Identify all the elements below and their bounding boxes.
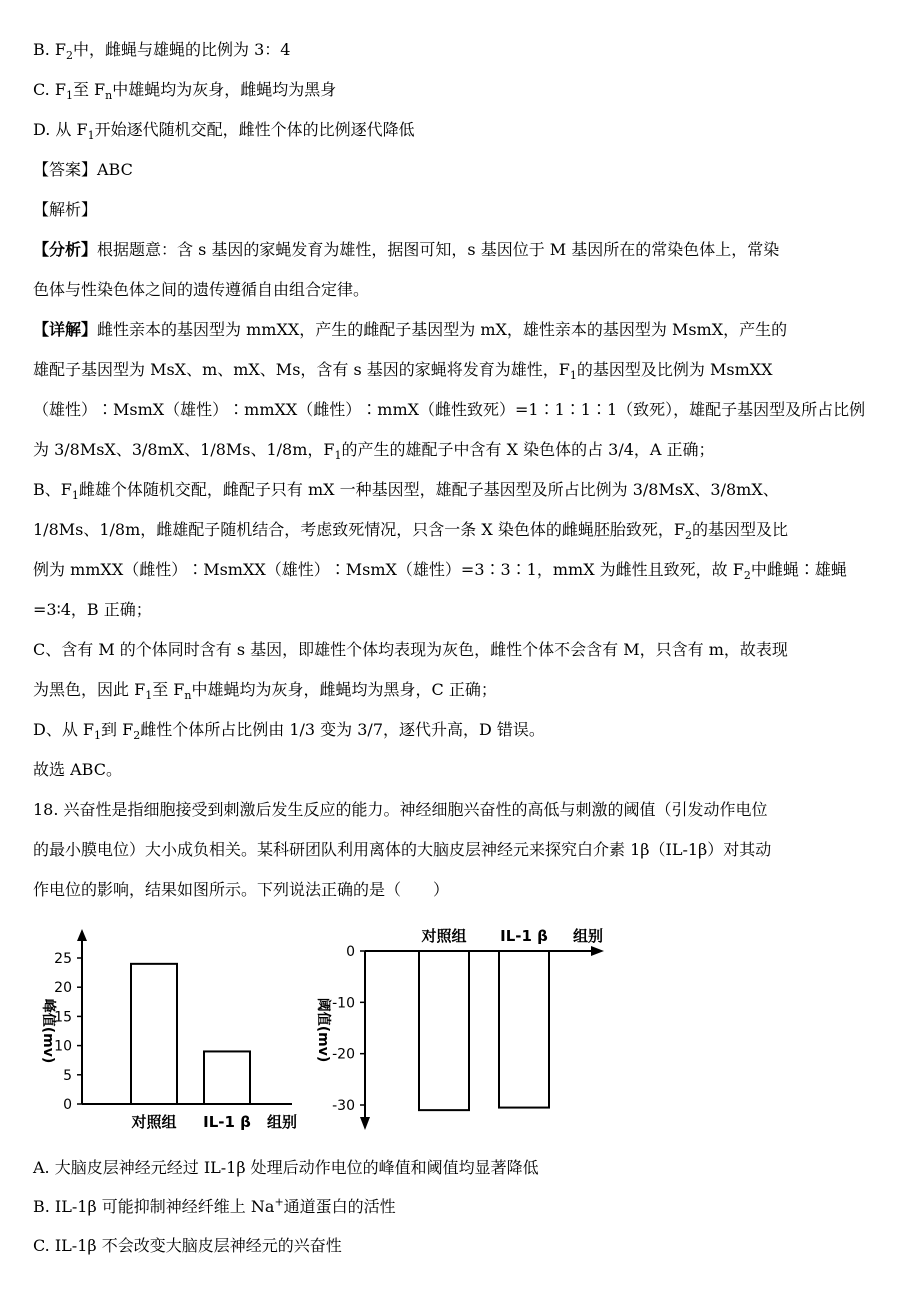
y-axis-arrow	[77, 929, 87, 941]
threshold-value-chart	[305, 920, 625, 1135]
bar-1	[131, 964, 177, 1104]
text-run: D. 从 F	[33, 120, 88, 139]
text-run: C. IL-1β 不会改变大脑皮层神经元的兴奋性	[33, 1236, 342, 1255]
text-line-xd1	[33, 720, 545, 743]
y-tick-label: 10	[54, 1038, 72, 1055]
text-run: B. IL-1β 可能抑制神经纤维上 Na	[33, 1197, 275, 1216]
text-line-fx2	[33, 280, 369, 300]
x-axis-arrow	[591, 946, 604, 956]
text-run: 1/8Ms、1/8m，雌雄配子随机结合，考虑致死情况，只含一条 X 染色体的雌蝇胚胎致死，F	[33, 520, 685, 539]
text-run: 2	[684, 529, 692, 543]
text-run: 色体与性染色体之间的遗传遵循自由组合定律。	[33, 280, 370, 299]
text-run: 雌雄个体随机交配，雌配子只有 mX 一种基因型，雄配子基因型及所占比例为 3/8MsX、3/8mX、	[78, 480, 779, 499]
text-run: 雌性亲本的基因型为 mmXX，产生的雌配子基因型为 mX，雄性亲本的基因型为 MsmX，产生的	[97, 320, 788, 339]
text-line-ob	[33, 1197, 396, 1217]
x-category-label: 对照组	[421, 927, 467, 945]
x-axis-title: 组别	[572, 927, 604, 945]
text-run: 雄配子基因型为 MsX、m、mX、Ms，含有 s 基因的家蝇将发育为雄性，F	[33, 360, 570, 379]
text-run: 1	[145, 689, 153, 703]
text-run: 的基因型及比例为 MsmXX	[576, 360, 773, 379]
text-run: n	[105, 89, 113, 103]
text-run: 2	[743, 569, 751, 583]
y-axis-arrow	[360, 1117, 370, 1130]
text-run: 【分析】	[33, 240, 98, 259]
peak-value-chart	[30, 925, 320, 1135]
text-run: 中，雌蝇与雄蝇的比例为 3：4	[73, 40, 291, 59]
text-line-d	[33, 120, 415, 143]
text-run: 为黑色，因此 F	[33, 680, 146, 699]
text-run: =3∶4，B 正确；	[33, 600, 152, 619]
text-line-xj3	[33, 400, 865, 420]
x-category-label: 对照组	[131, 1113, 177, 1131]
text-line-xc1	[33, 640, 788, 660]
text-line-oa	[33, 1158, 539, 1178]
text-line-q2	[33, 840, 771, 860]
text-run: 根据题意：含 s 基因的家蝇发育为雄性，据图可知，s 基因位于 M 基因所在的常染色体上，常染	[97, 240, 780, 259]
text-line-xc2	[33, 680, 497, 703]
text-line-xj4	[33, 440, 715, 463]
x-category-label: IL-1 β	[500, 927, 548, 945]
text-line-q1	[33, 800, 768, 820]
text-run: 【详解】	[33, 320, 98, 339]
text-line-xj1	[33, 320, 787, 340]
text-run: 的产生的雄配子中含有 X 染色体的占 3/4，A 正确；	[341, 440, 715, 459]
text-run: 到 F	[101, 720, 134, 739]
text-run: 1	[94, 729, 102, 743]
x-category-label: IL-1 β	[203, 1113, 251, 1131]
text-run: 18. 兴奋性是指细胞接受到刺激后发生反应的能力。神经细胞兴奋性的高低与刺激的阈值（引发动作电位	[33, 800, 768, 819]
text-run: 的基因型及比	[691, 520, 788, 539]
text-line-xb4	[33, 600, 152, 620]
text-run: 【答案】ABC	[33, 160, 133, 179]
text-line-xj2	[33, 360, 773, 383]
text-run: 2	[66, 49, 74, 63]
text-run: 至 F	[152, 680, 185, 699]
text-line-answer	[33, 160, 133, 180]
text-run: n	[184, 689, 192, 703]
text-run: 至 F	[72, 80, 106, 99]
text-run: 1	[569, 369, 577, 383]
text-line-choose	[33, 760, 122, 780]
text-run: 中雄蝇均为灰身，雌蝇均为黑身	[112, 80, 337, 99]
y-tick-label: 25	[54, 951, 72, 967]
bar-2	[499, 951, 549, 1108]
text-line-q3	[33, 880, 449, 900]
bar-2	[204, 1051, 250, 1104]
text-run: 作电位的影响，结果如图所示。下列说法正确的是（ ）	[33, 880, 450, 899]
text-line-analysis	[33, 200, 97, 220]
y-tick-label: -30	[332, 1098, 355, 1114]
text-run: 开始逐代随机交配，雌性个体的比例逐代降低	[94, 120, 415, 139]
text-run: 的最小膜电位）大小成负相关。某科研团队利用离体的大脑皮层神经元来探究白介素 1β（IL-1β）对其动	[33, 840, 772, 859]
text-run: A. 大脑皮层神经元经过 IL-1β 处理后动作电位的峰值和阈值均显著降低	[33, 1158, 539, 1177]
y-tick-label: 5	[63, 1067, 72, 1084]
text-run: B. F	[33, 40, 67, 59]
y-tick-label: 20	[54, 980, 72, 997]
y-tick-label: 15	[54, 1009, 72, 1026]
text-run: C. F	[33, 80, 66, 99]
text-run: 故选 ABC。	[33, 760, 122, 779]
text-run: 1	[65, 89, 73, 103]
y-axis-title: 峰值(mv)	[40, 998, 56, 1064]
text-run: C、含有 M 的个体同时含有 s 基因，即雄性个体均表现为灰色，雌性个体不会含有 M，只含有 m，故表现	[33, 640, 788, 659]
text-run: D、从 F	[33, 720, 95, 739]
text-line-xb3	[33, 560, 847, 583]
text-run: +	[274, 1195, 284, 1209]
text-line-xb1	[33, 480, 779, 503]
text-run: 雌性个体所占比例由 1/3 变为 3/7，逐代升高，D 错误。	[140, 720, 545, 739]
text-run: （雄性）∶MsmX（雄性）∶mmXX（雌性）∶mmX（雌性致死）=1∶1∶1∶1（致死），雄配子基因型及所占比例	[33, 400, 866, 419]
text-run: 例为 mmXX（雌性）∶MsmXX（雄性）∶MsmX（雄性）=3∶3∶1，mmX 为雌性且致死，故 F	[33, 560, 744, 579]
text-run: 1	[87, 129, 95, 143]
y-tick-label: 0	[63, 1097, 72, 1113]
y-tick-label: -20	[332, 1046, 355, 1063]
text-run: 中雄蝇均为灰身，雌蝇均为黑身，C 正确；	[191, 680, 497, 699]
text-run: 1	[71, 489, 79, 503]
text-run: B、F	[33, 480, 72, 499]
x-axis-title: 组别	[266, 1113, 298, 1131]
text-line-c	[33, 80, 337, 103]
text-line-fx1	[33, 240, 779, 260]
text-run: 2	[133, 729, 141, 743]
text-run: 为 3/8MsX、3/8mX、1/8Ms、1/8m，F	[33, 440, 335, 459]
bar-1	[419, 951, 469, 1110]
y-tick-label: 0	[346, 944, 355, 960]
y-axis-title: 阈值(mv)	[315, 997, 331, 1063]
text-line-xb2	[33, 520, 788, 543]
text-run: 中雌蝇∶雄蝇	[750, 560, 847, 579]
y-tick-label: -10	[332, 995, 355, 1012]
text-line-oc	[33, 1236, 342, 1256]
text-run: 1	[334, 449, 342, 463]
text-line-b	[33, 40, 291, 63]
text-run: 【解析】	[33, 200, 98, 219]
text-run: 通道蛋白的活性	[283, 1197, 396, 1216]
